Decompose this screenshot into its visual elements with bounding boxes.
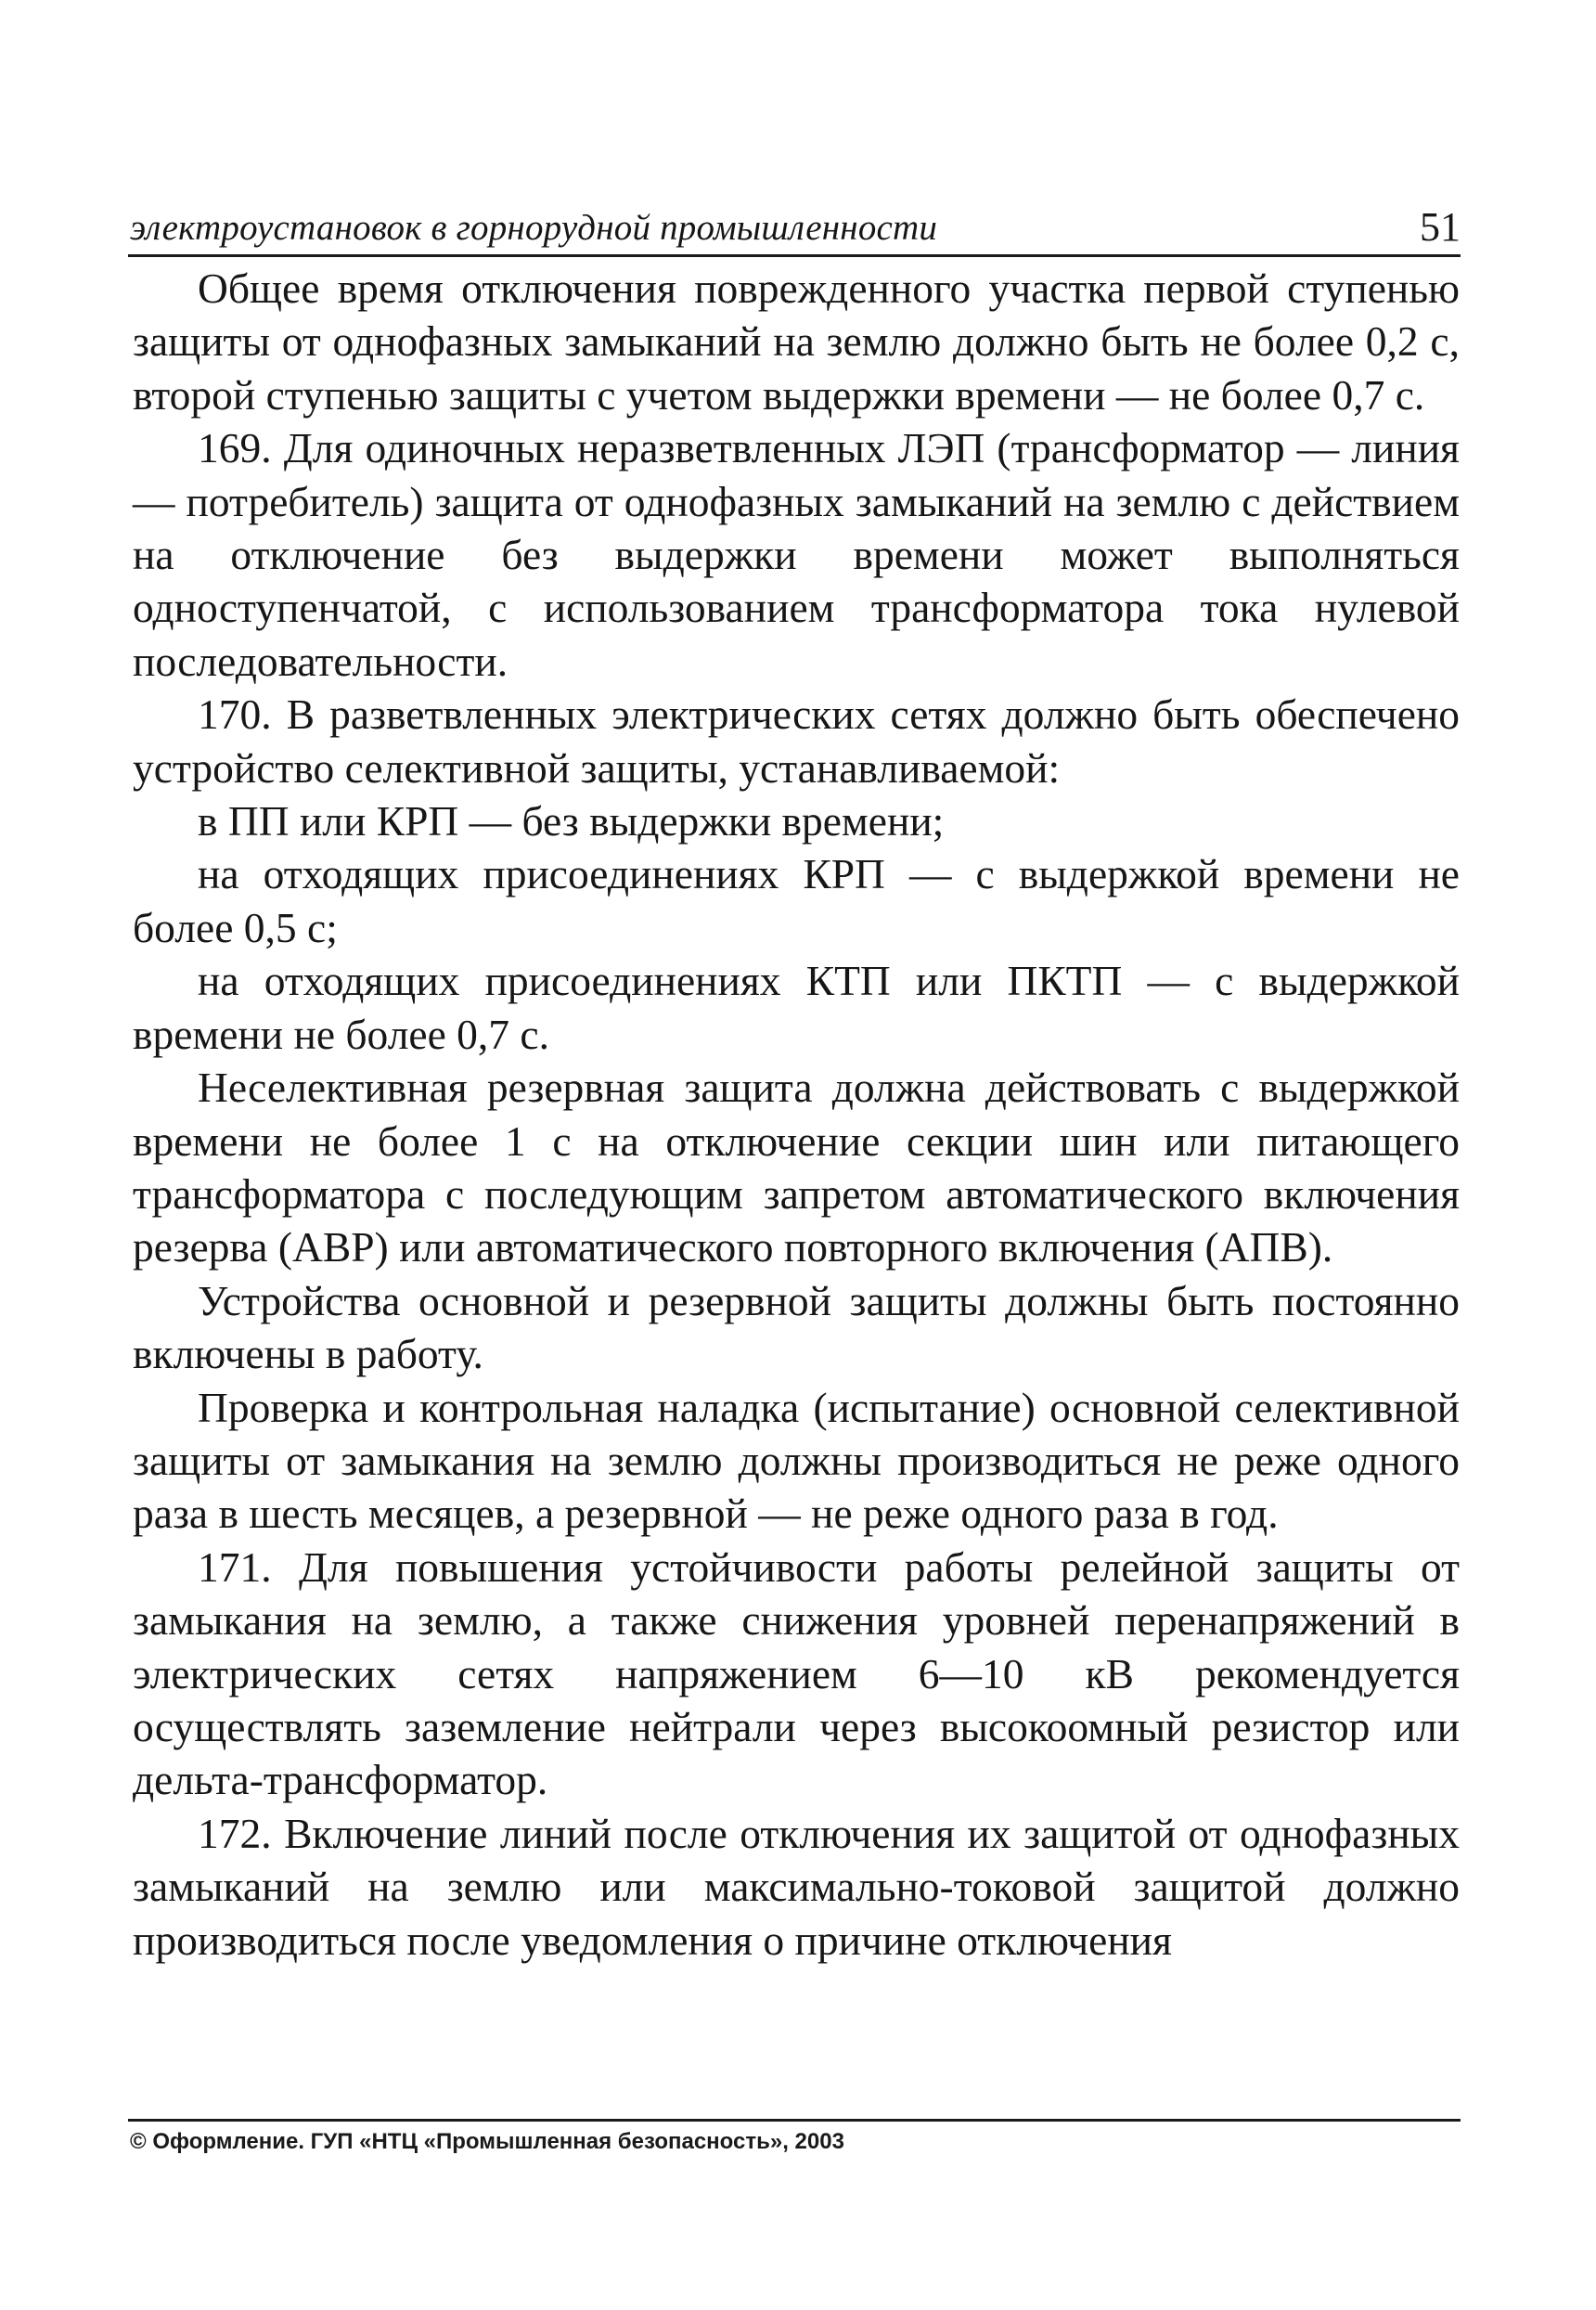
list-item-ktp-outgoing: на отходящих присоединениях КТП или ПКТП — с выдержкой времени не более 0,7 с. — [133, 957, 1460, 1058]
list-item-pp-krp: в ПП или КРП — без выдержки времени; — [198, 797, 945, 845]
running-header-title: электроустановок в горнорудной промышленности — [130, 208, 938, 248]
paragraph-172: 172. Включение линий после отключения их защитой от однофазных замыканий на землю или максимально-токовой защитой должно производиться после уведомления о причине отключения — [133, 1809, 1460, 1964]
paragraph-shutdown-time: Общее время отключения поврежденного участка первой ступенью защиты от однофазных замыканий на землю должно быть не более 0,2 с, второй ступенью защиты с учетом выдержки времени — не более 0,7 с. — [133, 265, 1460, 419]
page-number: 51 — [1420, 204, 1461, 250]
paragraph-170: 170. В разветвленных электрических сетях должно быть обеспечено устройство селективной защиты, устанавливаемой: — [133, 690, 1460, 792]
body-text — [133, 262, 1460, 1967]
paragraph-devices-on: Устройства основной и резервной защиты должны быть постоянно включены в работу. — [133, 1276, 1460, 1378]
paragraph-169: 169. Для одиночных неразветвленных ЛЭП (трансформатор — линия — потребитель) защита от однофазных замыканий на землю с действием на отключение без выдержки времени может выполняться одноступенчатой, с использованием трансформатора тока нулевой последовательности. — [133, 424, 1460, 685]
footer-divider — [128, 2119, 1461, 2122]
running-header — [128, 197, 1461, 257]
paragraph-171: 171. Для повышения устойчивости работы релейной защиты от замыкания на землю, а также снижения уровней перенапряжений в электрических сетях напряжением 6—10 кВ рекомендуется осуществлять заземление нейтрали через высокоомный резистор или дельта-трансформатор. — [133, 1542, 1460, 1804]
footer-copyright: © Оформление. ГУП «НТЦ «Промышленная безопасность», 2003 — [130, 2129, 844, 2154]
list-item-krp-outgoing: на отходящих присоединениях КРП — с выдержкой времени не более 0,5 с; — [133, 850, 1460, 951]
paragraph-inspection: Проверка и контрольная наладка (испытание) основной селективной защиты от замыкания на землю должны производиться не реже одного раза в шесть месяцев, а резервной — не реже одного раза в год. — [133, 1383, 1460, 1538]
paragraph-backup-protection: Неселективная резервная защита должна действовать с выдержкой времени не более 1 с на отключение секции шин или питающего трансформатора с последующим запретом автоматического включения резерва (АВР) или автоматического повторного включения (АПВ). — [133, 1064, 1460, 1271]
